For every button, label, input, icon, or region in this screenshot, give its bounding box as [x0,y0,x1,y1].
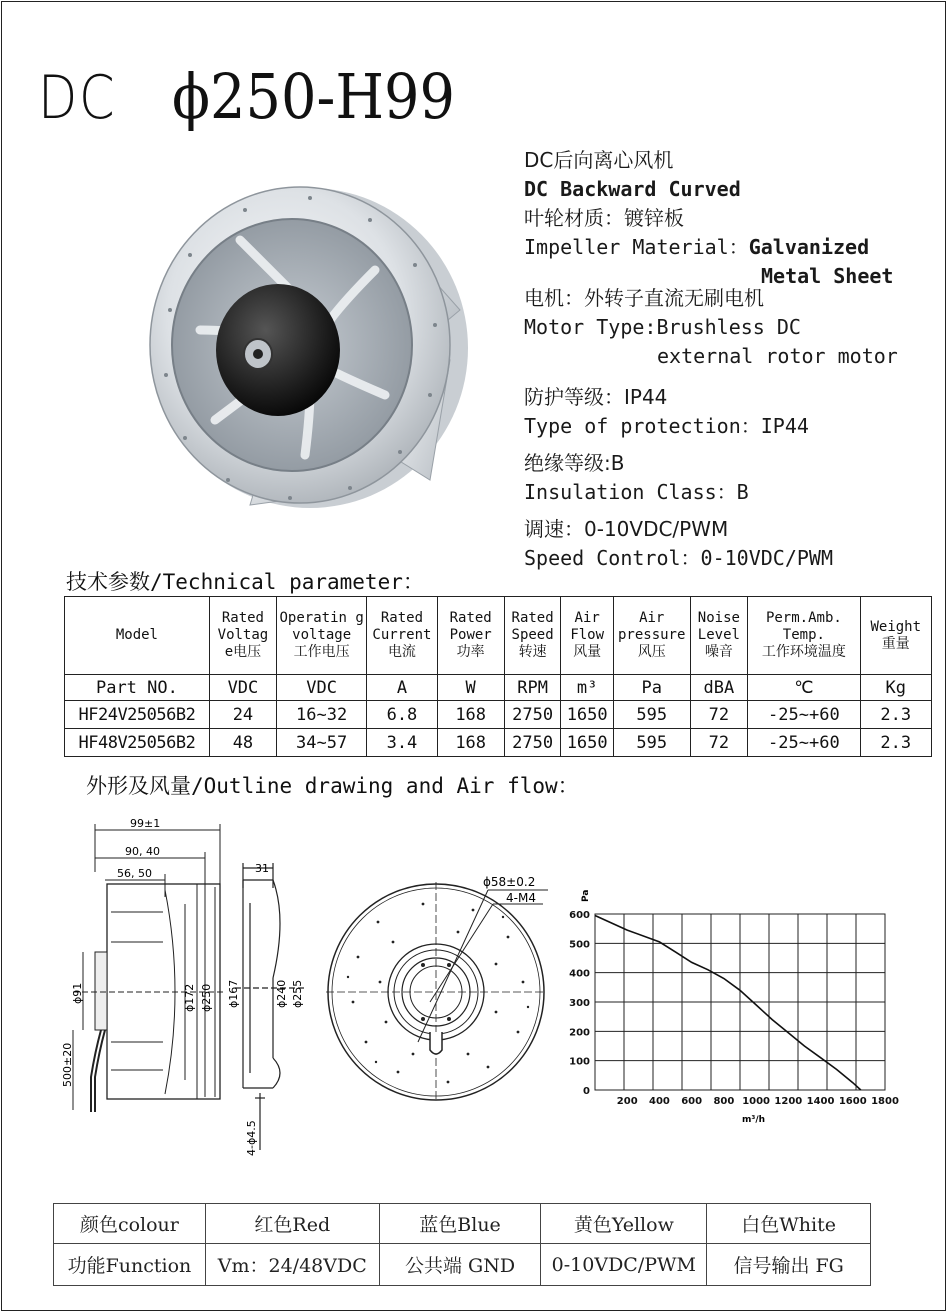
spec-impeller-value-1: Galvanized [748,235,870,259]
table-cell: 16~32 [277,701,367,729]
tech-header-cell: Rated Power 功率 [437,597,504,675]
dim-m4: 4-M4 [506,891,536,905]
table-cell: -25~+60 [748,729,860,757]
tech-unit-cell: VDC [277,675,367,701]
spec-impeller-value-2: Metal Sheet [761,264,894,288]
table-cell: HF24V25056B2 [65,701,210,729]
chart-series-line [595,916,861,1091]
table-row [65,701,932,729]
dim-90-40: 90, 40 [125,845,160,858]
tech-header-cell: Perm.Amb. Temp. 工作环境温度 [748,597,860,675]
table-cell: 2.3 [860,701,931,729]
table-cell: 1650 [561,701,613,729]
dim-phi255: ϕ255 [291,979,304,1008]
spec-insulation-cn: 绝缘等级:B [524,451,625,475]
tech-unit-cell: W [437,675,504,701]
chart-y-tick-label: 300 [569,998,590,1009]
spec-impeller-en [524,233,893,262]
front-view-drawing [318,872,558,1102]
dim-phi91: ϕ91 [71,982,84,1004]
table-cell: 24 [209,701,276,729]
side-view-drawing [55,812,230,1117]
dim-99: 99±1 [130,817,161,830]
dim-phi58: ϕ58±0.2 [483,875,536,889]
tech-header-cell: Rated Current 电流 [367,597,437,675]
table-cell: 6.8 [367,701,437,729]
tech-unit-cell: Pa [613,675,690,701]
title-prefix: DC [38,63,117,133]
chart-y-tick-label: 0 [583,1086,590,1097]
spec-protection-cn: 防护等级：IP44 [524,385,668,409]
tech-header-cell: Rated Voltag e电压 [209,597,276,675]
dim-phi240: ϕ240 [275,979,288,1008]
tech-unit-cell: A [367,675,437,701]
chart-xlabel: m³/h [742,1115,766,1125]
title-model: ϕ250-H99 [172,60,456,133]
dim-holes: 4-ϕ4.5 [245,1120,258,1156]
table-cell: 595 [613,701,690,729]
chart-x-tick-label: 1400 [806,1096,835,1107]
tech-unit-cell: Kg [860,675,931,701]
chart-y-tick-label: 400 [569,968,590,980]
chart-grid [595,914,885,1090]
table-cell: 红色Red [205,1204,379,1244]
chart-y-tick-label: 600 [569,910,590,921]
spec-type-cn: DC后向离心风机 [524,148,674,172]
tech-unit-cell: dBA [690,675,748,701]
chart-y-tick-label: 500 [569,939,590,951]
tech-table [64,596,932,757]
spec-speed-en: Speed Control：0-10VDC/PWM [524,546,833,570]
table-cell: 48 [209,729,276,757]
table-row [54,1244,871,1286]
tech-header-cell: Noise Level 噪音 [690,597,748,675]
table-cell: 72 [690,729,748,757]
airflow-chart [560,880,930,1130]
table-cell: 34~57 [277,729,367,757]
table-cell: 3.4 [367,729,437,757]
table-cell: 595 [613,729,690,757]
table-cell: 公共端 GND [379,1244,541,1286]
table-cell: 2.3 [860,729,931,757]
spec-insulation-en: Insulation Class：B [524,480,749,504]
table-cell: 黄色Yellow [541,1204,707,1244]
dim-56-50: 56, 50 [117,867,152,880]
chart-x-tick-label: 400 [649,1096,670,1107]
chart-series [595,916,861,1091]
tech-header-cell: Rated Speed 转速 [504,597,561,675]
chart-x-tick-label: 200 [616,1096,638,1107]
spec-motor-en-1: Motor Type:Brushless DC [524,315,801,339]
table-cell: 0-10VDC/PWM [541,1244,707,1286]
table-cell: 颜色colour [54,1204,206,1244]
table-cell: -25~+60 [748,701,860,729]
tech-unit-cell: VDC [209,675,276,701]
table-cell: 1650 [561,729,613,757]
spec-protection-en: Type of protection：IP44 [524,414,809,438]
chart-x-tick-label: 1000 [742,1096,771,1107]
chart-y-tick-label: 100 [569,1056,590,1068]
dim-phi250: ϕ250 [200,983,213,1012]
tech-header-cell: Operatin g voltage 工作电压 [277,597,367,675]
table-cell: 168 [437,701,504,729]
wiring-table [53,1203,871,1286]
tech-header-cell: Weight 重量 [860,597,931,675]
table-cell: 2750 [504,729,561,757]
table-cell: 白色White [707,1204,871,1244]
dim-cable-length: 500±20 [61,1042,74,1087]
chart-x-tick-label: 1600 [838,1096,867,1107]
spec-speed-cn: 调速：0-10VDC/PWM [524,517,729,541]
fan-product-image [130,160,475,530]
spec-type-en: DC Backward Curved [524,177,741,201]
spec-impeller-label: Impeller Material： [524,235,749,259]
tech-header-cell: Air pressure 风压 [613,597,690,675]
dim-31: 31 [255,862,269,875]
tech-unit-cell: RPM [504,675,561,701]
dim-phi167: ϕ167 [227,979,240,1008]
spec-motor-cn: 电机：外转子直流无刷电机 [524,286,764,310]
table-cell: 功能Function [54,1244,206,1286]
chart-y-tick-label: 200 [569,1027,590,1039]
table-cell: 168 [437,729,504,757]
dim-phi172: ϕ172 [183,983,196,1012]
tech-header-cell: Model [65,597,210,675]
table-cell: 蓝色Blue [379,1204,541,1244]
outline-section-title: 外形及风量/Outline drawing and Air flow： [86,774,579,798]
tech-section-title: 技术参数/Technical parameter： [66,570,424,594]
tech-unit-row [65,675,932,701]
tech-unit-cell: ℃ [748,675,860,701]
table-row [65,729,932,757]
chart-x-tick-label: 800 [713,1096,735,1107]
spec-impeller-cn: 叶轮材质：镀锌板 [524,206,684,230]
table-cell: 2750 [504,701,561,729]
tech-header-cell: Air Flow 风量 [561,597,613,675]
chart-ylabel: Pa [581,889,591,902]
chart-x-tick-label: 1200 [774,1096,803,1107]
tech-unit-cell: Part NO. [65,675,210,701]
table-cell: 信号输出 FG [707,1244,871,1286]
section-view-drawing [225,858,315,1163]
tech-unit-cell: m³ [561,675,613,701]
chart-x-tick-label: 600 [681,1096,703,1107]
table-row [54,1204,871,1244]
chart-tick-labels [569,910,899,1107]
table-cell: Vm：24/48VDC [205,1244,379,1286]
spec-motor-en-2: external rotor motor [657,344,898,368]
table-cell: HF48V25056B2 [65,729,210,757]
table-cell: 72 [690,701,748,729]
tech-header-row [65,597,932,675]
chart-x-tick-label: 1800 [871,1096,899,1107]
